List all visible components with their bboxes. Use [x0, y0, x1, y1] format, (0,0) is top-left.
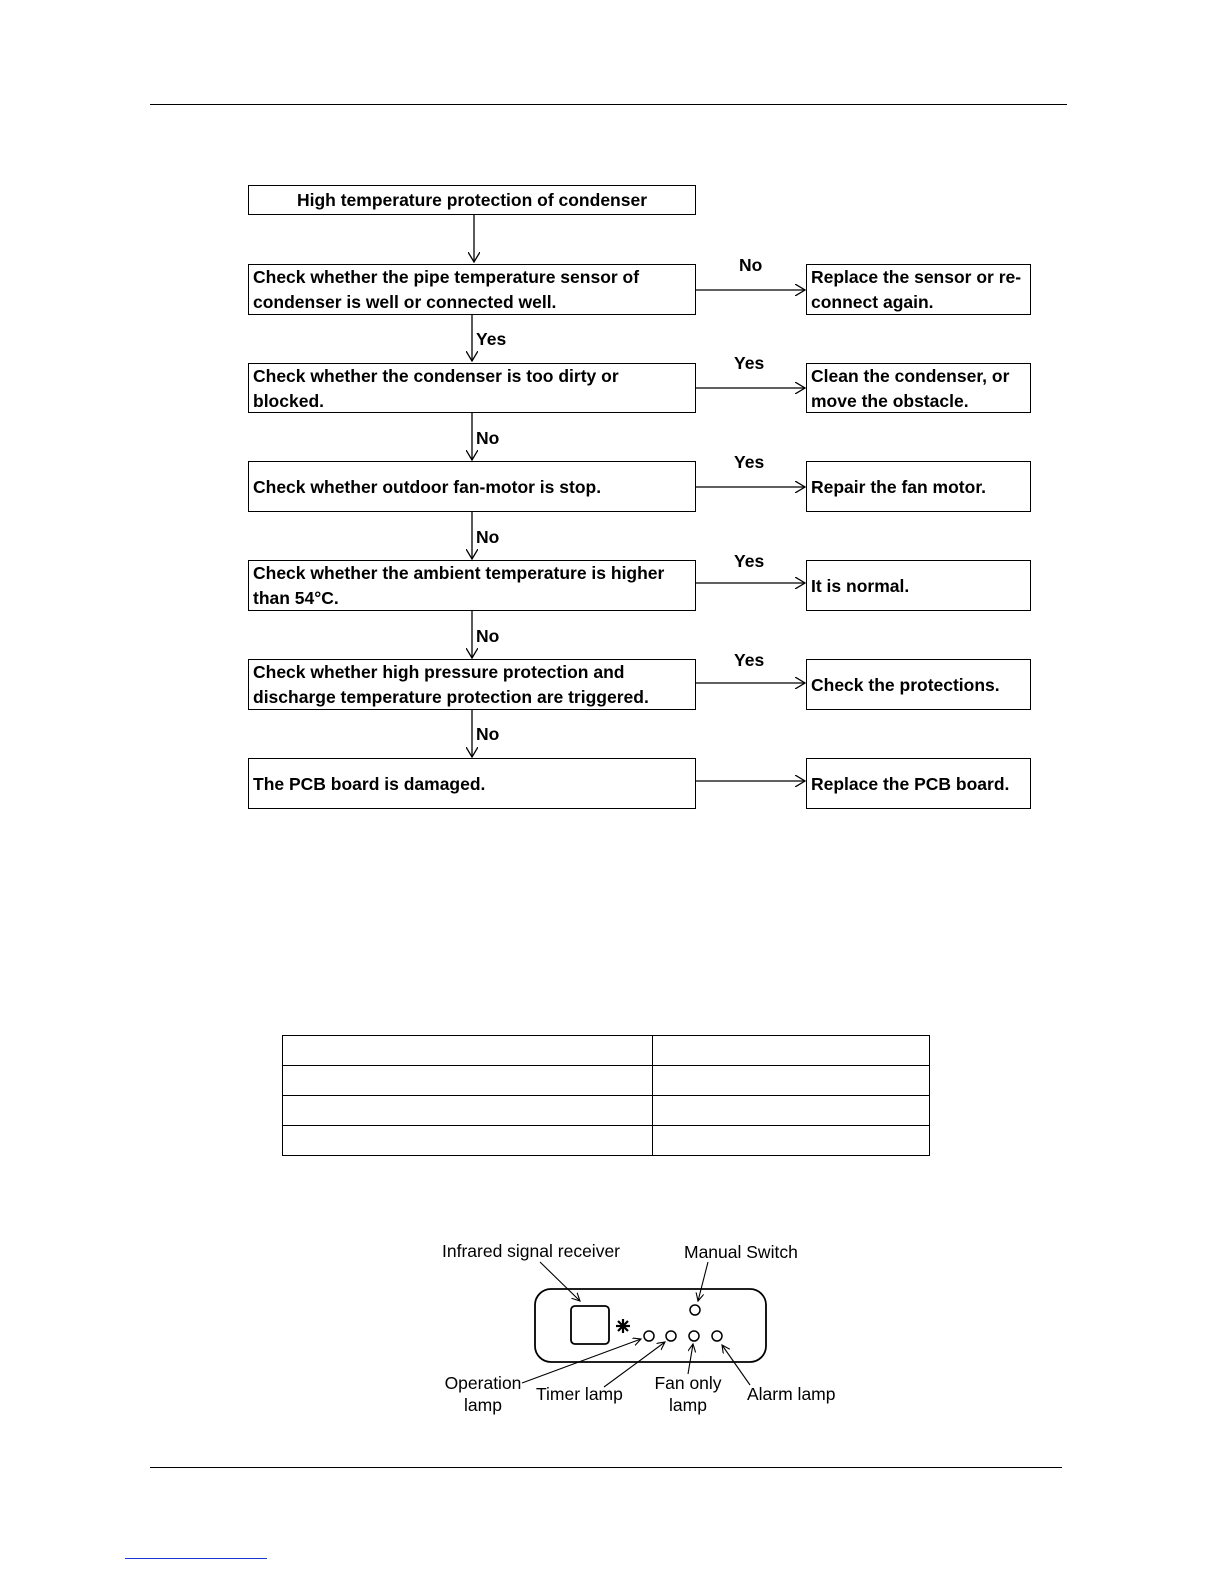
- operation-lamp-label: Operation lamp: [444, 1373, 522, 1415]
- infrared-receiver-label: Infrared signal receiver: [442, 1241, 620, 1261]
- next-label-2: No: [476, 428, 500, 448]
- snowflake-icon: [616, 1319, 630, 1333]
- next-label-5: No: [476, 724, 500, 744]
- fan-only-lamp-label: Fan only lamp: [654, 1373, 722, 1415]
- alarm-lamp-led: [712, 1331, 722, 1341]
- next-label-1: Yes: [476, 329, 507, 349]
- timer-lamp-led: [666, 1331, 676, 1341]
- check-box-sensor: Check whether the pipe temperature sensor of condenser is well or connected well.: [248, 264, 696, 315]
- next-label-4: No: [476, 626, 500, 646]
- action-box-normal: It is normal.: [806, 560, 1031, 611]
- alarm-lamp-label: Alarm lamp: [747, 1384, 836, 1404]
- flowchart-title: High temperature protection of condenser: [248, 185, 696, 215]
- branch-label-5: Yes: [734, 650, 765, 670]
- action-box-check-protections: Check the protections.: [806, 659, 1031, 710]
- manual-switch-led: [690, 1305, 700, 1315]
- panel-body: [535, 1289, 766, 1362]
- branch-label-1: No: [739, 255, 763, 275]
- action-box-repair-fan: Repair the fan motor.: [806, 461, 1031, 512]
- check-box-pressure: Check whether high pressure protection and discharge temperature protection are triggered.: [248, 659, 696, 710]
- check-box-fan: Check whether outdoor fan-motor is stop.: [248, 461, 696, 512]
- next-label-3: No: [476, 527, 500, 547]
- branch-label-2: Yes: [734, 353, 765, 373]
- timer-lamp-label: Timer lamp: [536, 1384, 623, 1404]
- fan-only-lamp-led: [689, 1331, 699, 1341]
- manual-switch-label: Manual Switch: [684, 1242, 798, 1262]
- branch-label-4: Yes: [734, 551, 765, 571]
- infrared-receiver-window: [571, 1306, 609, 1344]
- action-box-clean: Clean the condenser, or move the obstacle.: [806, 363, 1031, 413]
- check-box-ambient: Check whether the ambient temperature is higher than 54°C.: [248, 560, 696, 611]
- branch-label-3: Yes: [734, 452, 765, 472]
- check-box-dirty: Check whether the condenser is too dirty or blocked.: [248, 363, 696, 413]
- action-box-replace-pcb: Replace the PCB board.: [806, 758, 1031, 809]
- check-box-pcb: The PCB board is damaged.: [248, 758, 696, 809]
- action-box-replace-sensor: Replace the sensor or re-connect again.: [806, 264, 1031, 315]
- operation-lamp-led: [644, 1331, 654, 1341]
